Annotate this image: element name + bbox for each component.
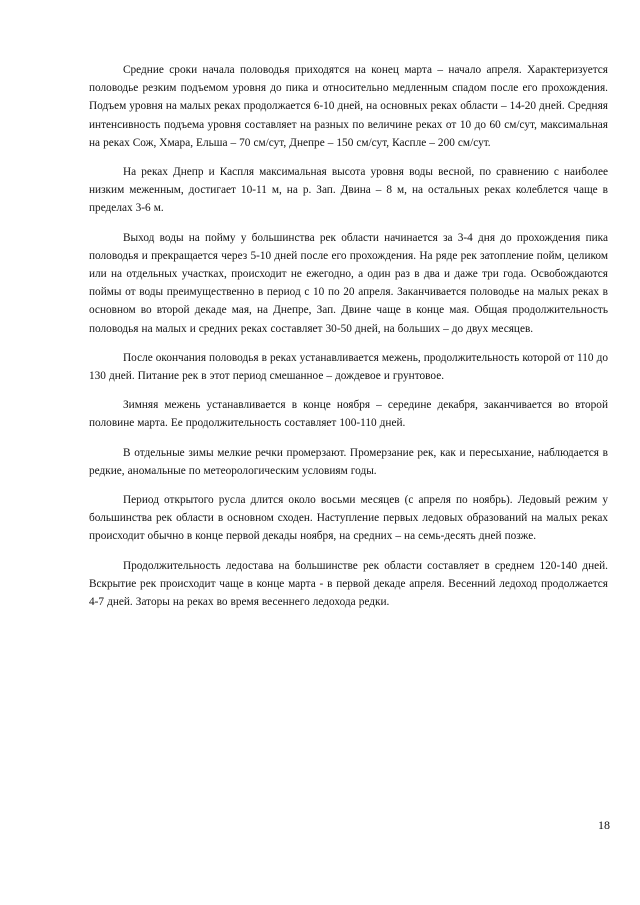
page-number: 18 bbox=[598, 818, 610, 832]
paragraph-ice-cover-duration: Продолжительность ледостава на большинстве рек области составляет в среднем 120-140 дней. Вскрытие рек происходит чаще в конце марта - в первой декаде апреля. Весенний ледоход продолжается 4-7 дней. Заторы на реках во время весеннего ледохода редки. bbox=[89, 559, 608, 609]
paragraph-water-level-height: На реках Днепр и Каспля максимальная высота уровня воды весной, по сравнению с наиболее низким меженным, достигает 10-11 м, на р. Зап. Двина – 8 м, на остальных реках колеблется чаще в пределах 3-6 м. bbox=[89, 166, 608, 215]
paragraph-freezing: В отдельные зимы мелкие речки промерзают. Промерзание рек, как и пересыхание, наблюдается в редкие, аномальные по метеорологическим условиям годы. bbox=[89, 446, 608, 477]
paragraph-ice-regime: Период открытого русла длится около восьми месяцев (с апреля по ноябрь). Ледовый режим у большинства рек области в основном сходен. Наступление первых ледовых образований на малых реках происходит обычно в конце первой декады ноября, на средних – на семь-десять дней позже. bbox=[89, 494, 608, 543]
paragraph-summer-low-water: После окончания половодья в реках устанавливается межень, продолжительность которой от 110 до 130 дней. Питание рек в этот период смешанное – дождевое и грунтовое. bbox=[89, 351, 608, 383]
paragraph-floodplain-inundation: Выход воды на пойму у большинства рек области начинается за 3-4 дня до прохождения пика половодья и прекращается через 5-10 дней после его прохождения. На ряде рек затопление пойм, целиком или на отдельных участках, происходит не ежегодно, а один раз в два и даже три года. Освобождаются поймы от воды преимущественно в период с 10 по 20 апреля. Заканчивается половодье на малых реках в основном во второй декаде мая, на Днепре, Зап. Двине чаще в конце мая. Общая продолжительность половодья на малых и средних реках составляет 30-50 дней, на больших – до двух месяцев. bbox=[89, 231, 608, 335]
body-text bbox=[89, 61, 608, 622]
paragraph-flood-timing: Средние сроки начала половодья приходятся на конец марта – начало апреля. Характеризуется половодье резким подъемом уровня до пика и относительно медленным спадом после его прохождения. Подъем уровня на малых реках продолжается 6-10 дней, на основных реках области – 14-20 дней. Средняя интенсивность подъема уровня составляет на разных по величине реках от 10 до 60 см/сут, максимальная на реках Сож, Хмара, Ельша – 70 см/сут, Днепре – 150 см/сут, Каспле – 200 см/сут. bbox=[89, 64, 608, 149]
paragraph-winter-low-water: Зимняя межень устанавливается в конце ноября – середине декабря, заканчивается во второй половине марта. Ее продолжительность составляет 100-110 дней. bbox=[89, 399, 608, 430]
